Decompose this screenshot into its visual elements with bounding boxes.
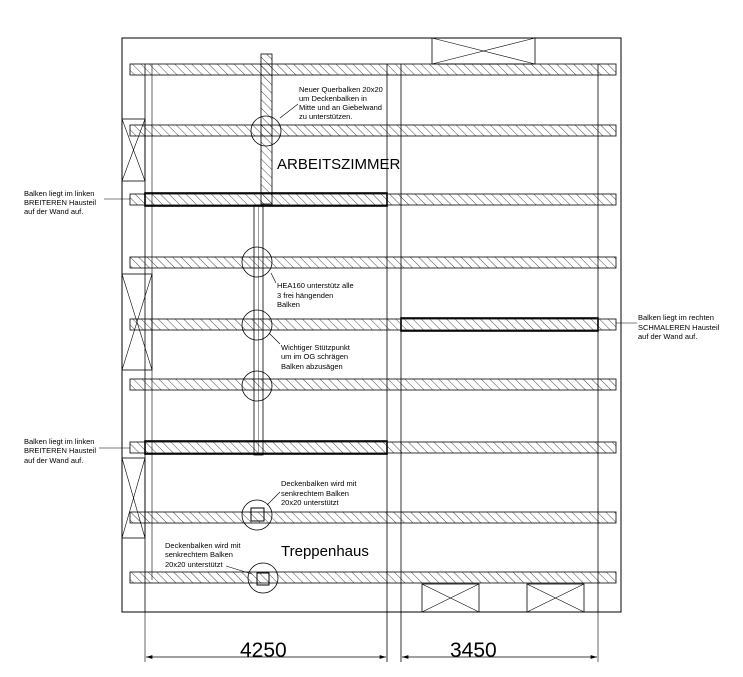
note-support-point: Wichtiger Stützpunkt um im OG schrägen Balken abzusägen [281,343,350,371]
dimension-left: 4250 [240,639,287,662]
dimension-right: 3450 [450,639,497,662]
room-label-study: ARBEITSZIMMER [277,156,401,173]
note-vertical-support-2: Deckenbalken wird mit senkrechtem Balken 20x20 unterstützt [165,541,241,569]
window-top [432,38,535,64]
note-cross-beam: Neuer Querbalken 20x20 um Deckenbalken in Mitte und an Giebelwand zu unterstützen. [299,85,383,121]
ceiling-beams [130,64,616,583]
room-label-stair: Treppenhaus [281,543,369,560]
note-hea160: HEA160 unterstütz alle 3 frei hängenden Balken [277,281,354,309]
leader-lines [99,104,637,574]
beam-8 [130,512,616,523]
beam-9 [130,572,616,583]
beam-6 [130,379,616,390]
dimension-lines [145,612,598,662]
beam-2 [130,125,616,136]
beam-5 [130,319,616,330]
note-left-wall-upper: Balken liegt im linken BREITEREN Hausteil auf der Wand auf. [24,189,97,216]
beam-7 [130,442,616,453]
note-left-wall-lower: Balken liegt im linken BREITEREN Hausteil auf der Wand auf. [24,437,97,465]
beam-1 [130,64,616,75]
note-right-wall: Balken liegt im rechten SCHMALEREN Hausteil auf der Wand auf. [638,313,720,341]
new-cross-beam [261,54,272,204]
note-vertical-support-1: Deckenbalken wird mit senkrechtem Balken 20x20 unterstützt [281,479,357,507]
window-left-3 [122,458,145,538]
beam-3 [130,194,616,205]
window-bottom-2 [527,584,584,612]
window-bottom-1 [422,584,479,612]
beam-4 [130,257,616,268]
